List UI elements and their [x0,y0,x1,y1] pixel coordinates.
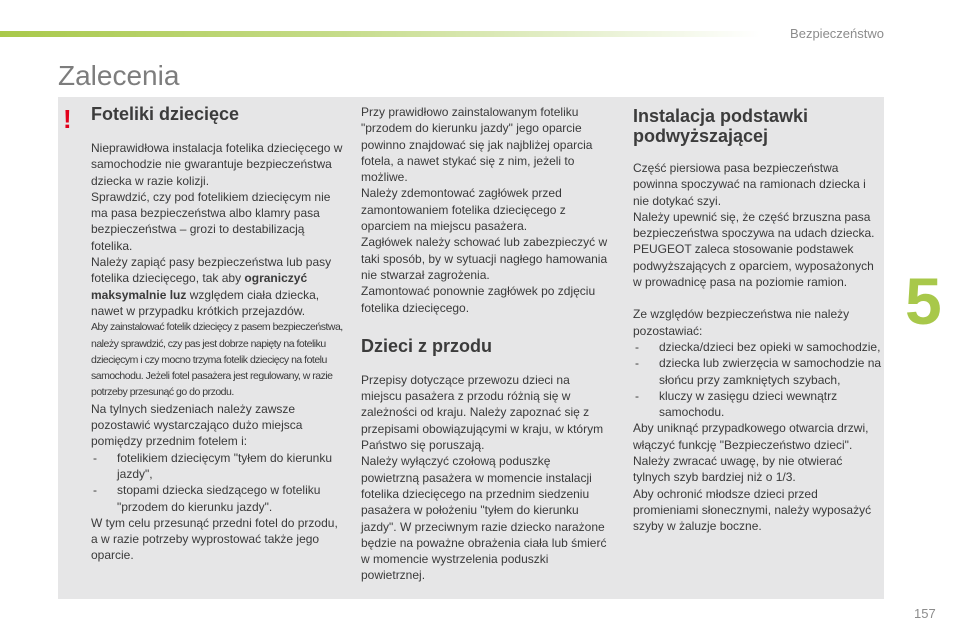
list [633,339,883,420]
column-front-seat [361,104,611,584]
paragraph-small: Aby zainstalować fotelik dziecięcy z pasem bezpieczeństwa, należy sprawdzić, czy pas jest dobrze napięty na foteliku dziecięcym i czy mocno trzyma fotelik dziecięcy na fotelu samochodu. Jeżeli fotel pasażera jest regulowany, w razie potrzeby przesunąć go do przodu. [91,321,343,399]
heading-children-front: Dzieci z przodu [361,335,493,356]
paragraph: Aby ochronić młodsze dzieci przed promieniami słonecznymi, należy wyposażyć szyby w żaluzje boczne. [633,486,872,534]
emphasis: ograniczyć maksymalnie luz [91,271,308,302]
paragraph: Zamontować ponownie zagłówek po zdjęciu fotelika dziecięcego. [361,284,596,315]
list-item: - dziecka/dzieci bez opieki w samochodzie, [633,339,883,355]
list-item: - kluczy w zasięgu dzieci wewnątrz samochodu. [633,388,883,421]
chapter-number: 5 [905,264,942,338]
paragraph: Należy zwracać uwagę, by nie otwierać tylnych szyb bardziej niż o 1/3. [633,454,843,485]
paragraph: Należy zapiąć pasy bezpieczeństwa lub pasy fotelika dziecięcego, tak aby ograniczyć maksymalnie luz względem ciała dziecka, nawet w przypadku krótkich przejazdów. [91,255,332,318]
paragraph: Część piersiowa pasa bezpieczeństwa powinna spoczywać na ramionach dziecka i nie dotykać szyi. [633,161,866,208]
heading-child-seats: Foteliki dziecięce [91,104,240,124]
paragraph: Sprawdzić, czy pod fotelikiem dziecięcym nie ma pasa bezpieczeństwa albo klamry pasa bezpieczeństwa – grozi to destabilizacją fotelika. [91,189,331,253]
heading-booster-installation: Instalacja podstawki podwyższającej [633,106,809,146]
paragraph: Należy wyłączyć czołową poduszkę powietrzną pasażera w momencie instalacji fotelika dziecięcego na przednim siedzeniu pasażera w położeniu "tyłem do kierunku jazdy". W przeciwnym razie dziecko narażone będzie na poważne obrażenia ciała lub śmierć w momencie wystrzelenia poduszki powietrznej. [361,454,607,583]
paragraph: Aby uniknąć przypadkowego otwarcia drzwi, włączyć funkcję "Bezpieczeństwo dzieci". [633,421,869,452]
paragraph: Nieprawidłowa instalacja fotelika dziecięcego w samochodzie nie gwarantuje bezpieczeństwa dziecka w razie kolizji. [91,141,343,188]
paragraph: Ze względów bezpieczeństwa nie należy pozostawiać: [633,307,850,338]
paragraph: Przy prawidłowo zainstalowanym foteliku "przodem do kierunku jazdy" jego oparcie powinno znajdować się jak najbliżej oparcia fotela, a nawet stykać się z nim, jeżeli to możliwe. [361,105,593,185]
paragraph: W tym celu przesunąć przedni fotel do przodu, a w razie potrzeby wyprostować także jego oparcie. [91,515,338,563]
header-accent-bar [0,31,760,37]
list-item: - dziecka lub zwierzęcia w samochodzie na słońcu przy zamkniętych szybach, [633,355,883,388]
paragraph: Na tylnych siedzeniach należy zawsze pozostawić wystarczająco dużo miejsca pomiędzy przednim fotelem i: [91,401,303,449]
warning-icon: ! [63,104,72,134]
section-label: Bezpieczeństwo [790,26,884,41]
paragraph: Należy upewnić się, że część brzuszna pasa bezpieczeństwa spoczywa na udach dziecka. [633,209,875,241]
paragraph: Zagłówek należy schować lub zabezpieczyć w taki sposób, by w sytuacji nagłego hamowania nie stwarzał zagrożenia. [361,235,608,282]
paragraph: Należy zdemontować zagłówek przed zamontowaniem fotelika dziecięcego z oparciem na miejscu pasażera. [361,186,566,234]
column-child-seats [91,104,346,564]
paragraph: Przepisy dotyczące przewozu dzieci na miejscu pasażera z przodu różnią się w zależności od kraju. Należy zapoznać się z przepisami obowiązującymi w kraju, w którym Państwo się poruszają. [361,372,604,453]
column-booster-seat [633,104,883,535]
page-title: Zalecenia [58,60,180,91]
list [91,450,346,515]
list-item: - stopami dziecka siedzącego w foteliku "przodem do kierunku jazdy". [91,482,346,515]
page-number: 157 [914,606,936,621]
list-item: - fotelikiem dziecięcym "tyłem do kierunku jazdy", [91,450,346,483]
paragraph: PEUGEOT zaleca stosowanie podstawek podwyższających z oparciem, wyposażonych w prowadnicę pasa na poziomie ramion. [633,242,874,290]
